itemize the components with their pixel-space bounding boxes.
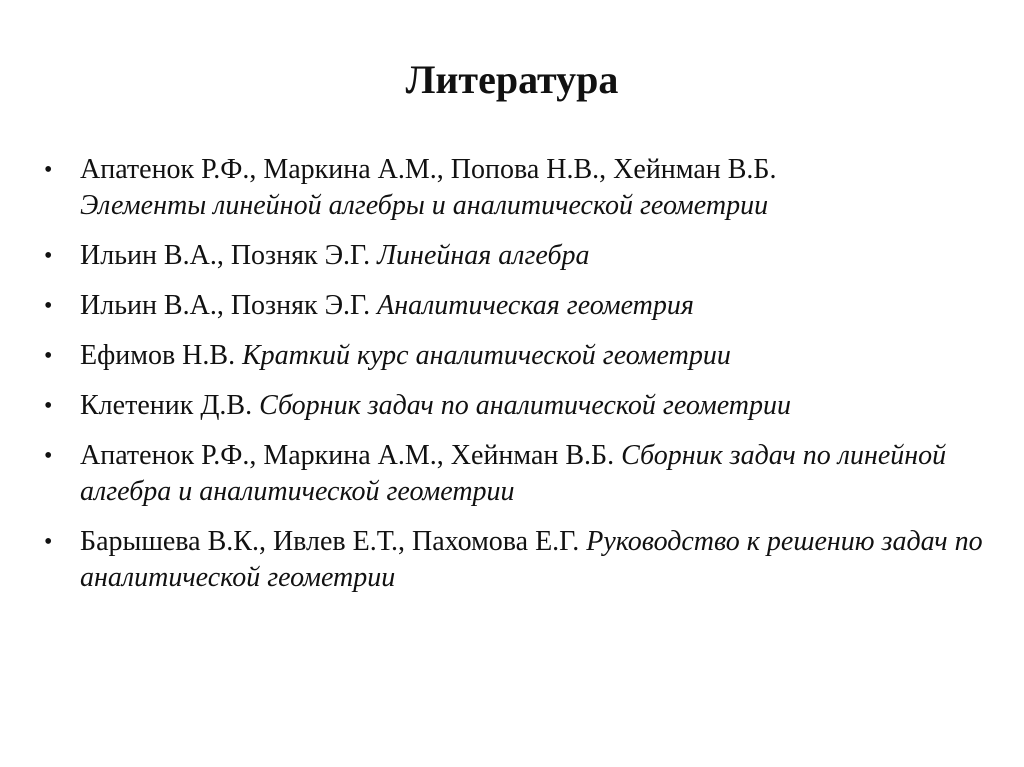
bullet-icon: • (44, 157, 53, 183)
reference-title: Сборник задач по линейной алгебра и аналитической геометрии (80, 440, 947, 507)
reference-list (40, 152, 1000, 610)
reference-authors: Клетеник Д.В. (80, 390, 253, 421)
reference-item (40, 524, 1000, 596)
reference-title: Элементы линейной алгебры и аналитической геометрии (80, 190, 769, 221)
reference-authors: Барышева В.К., Ивлев Е.Т., Пахомова Е.Г. (80, 526, 580, 557)
bullet-icon: • (44, 529, 53, 555)
reference-authors: Апатенок Р.Ф., Маркина А.М., Хейнман В.Б. (80, 440, 615, 471)
reference-item (40, 238, 1000, 274)
reference-authors: Ефимов Н.В. (80, 340, 236, 371)
reference-title: Линейная алгебра (377, 240, 590, 271)
bullet-icon: • (44, 343, 53, 369)
reference-title: Сборник задач по аналитической геометрии (259, 390, 791, 421)
bullet-icon: • (44, 393, 53, 419)
reference-item (40, 288, 1000, 324)
slide-title: Литература (405, 57, 619, 102)
reference-authors: Апатенок Р.Ф., Маркина А.М., Попова Н.В., Хейнман В.Б. (80, 154, 777, 185)
reference-item (40, 152, 1000, 224)
reference-item (40, 338, 1000, 374)
reference-title: Краткий курс аналитической геометрии (242, 340, 731, 371)
reference-item (40, 438, 1000, 510)
reference-authors: Ильин В.А., Позняк Э.Г. (80, 290, 371, 321)
bullet-icon: • (44, 443, 53, 469)
reference-title: Аналитическая геометрия (377, 290, 694, 321)
bullet-icon: • (44, 243, 53, 269)
bullet-icon: • (44, 293, 53, 319)
reference-authors: Ильин В.А., Позняк Э.Г. (80, 240, 371, 271)
reference-title: Руководство к решению задач по аналитической геометрии (80, 526, 983, 593)
reference-item (40, 388, 1000, 424)
